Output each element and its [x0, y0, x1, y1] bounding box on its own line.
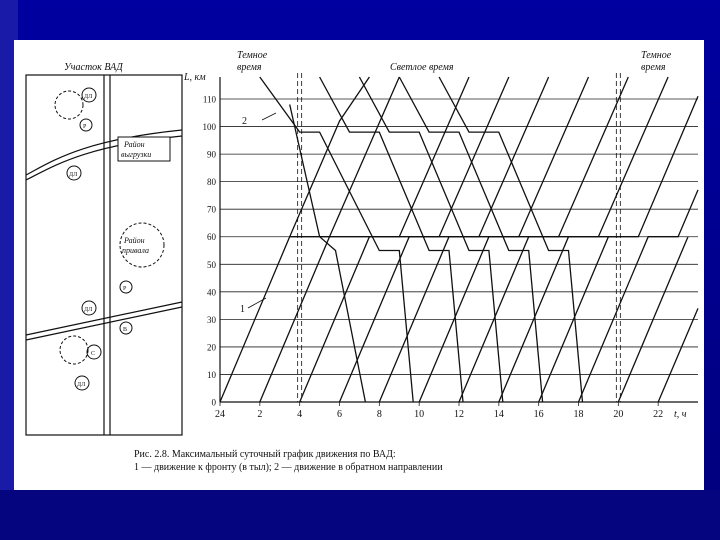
- x-tick-label-11: 22: [653, 409, 664, 420]
- x-tick-label-6: 12: [454, 409, 464, 420]
- x-tick-label-2: 4: [297, 409, 303, 420]
- x-tick-labels: [215, 409, 663, 420]
- dl-label-4: ДЛ: [77, 382, 86, 388]
- x-tick-label-5: 10: [414, 409, 425, 420]
- x-tick-label-7: 14: [493, 409, 504, 420]
- dl-label-2: ДЛ: [69, 172, 78, 178]
- x-tick-label-9: 18: [573, 409, 584, 420]
- x-tick-label-4: 8: [376, 409, 382, 420]
- caption-line-1: Рис. 2.8. Максимальный суточный график движения по ВАД:: [134, 449, 396, 460]
- y-tick-label-9: 90: [207, 149, 216, 160]
- x-tick-label-10: 20: [613, 409, 624, 420]
- b-label: В: [123, 327, 128, 333]
- x-tick-label-3: 6: [337, 409, 342, 420]
- series-2-line-4: [439, 77, 582, 402]
- c-label: С: [91, 351, 96, 357]
- series-1-label: 1: [240, 304, 245, 315]
- load-area-label-2: привала: [122, 246, 150, 255]
- y-tick-label-11: 110: [202, 94, 216, 105]
- figure-caption: [134, 448, 694, 474]
- y-tick-label-6: 60: [207, 232, 216, 243]
- series-1-line-7: [499, 77, 668, 402]
- period-dark-left-2: время: [237, 62, 262, 73]
- series-1-leader: [248, 298, 266, 308]
- y-tick-label-4: 40: [207, 287, 216, 298]
- period-dark-right-1: Темное: [641, 50, 672, 61]
- load-area-label-1: Район: [124, 236, 145, 245]
- y-axis-label: L, км: [184, 72, 206, 83]
- traffic-schedule-chart: [183, 50, 698, 420]
- series-1-line-2: [300, 77, 469, 402]
- unload-area-label-2: выгрузки: [121, 150, 152, 159]
- p-label-1: Р: [83, 124, 87, 130]
- panel-title: Участок ВАД: [64, 62, 123, 73]
- series-2-leader: [262, 113, 276, 120]
- figure-scan: [14, 40, 704, 490]
- area-blob-3: [60, 336, 88, 364]
- y-tick-label-7: 70: [207, 204, 216, 215]
- series-2-line-3: [399, 77, 542, 402]
- period-dark-right-2: время: [641, 62, 666, 73]
- series-2-label: 2: [242, 116, 247, 127]
- y-tick-label-1: 10: [207, 369, 216, 380]
- series-1-line-13: [330, 77, 400, 237]
- y-tick-label-10: 100: [202, 122, 216, 133]
- y-tick-label-8: 80: [207, 177, 216, 188]
- x-tick-label-1: 2: [257, 409, 263, 420]
- caption-line-2: 1 — движение к фронту (в тыл); 2 — движение в обратном направлении: [134, 462, 443, 473]
- road-section-panel: [26, 62, 182, 435]
- dl-label-1: ДЛ: [84, 94, 93, 100]
- series-1-line-9: [579, 190, 699, 402]
- series-2-line-0: [260, 77, 413, 402]
- series-1-line-11: [658, 308, 698, 402]
- x-tick-label-8: 16: [533, 409, 544, 420]
- y-tick-label-3: 30: [207, 314, 216, 325]
- series-2-line-1: [320, 77, 463, 402]
- y-tick-label-0: 0: [211, 397, 216, 408]
- figure-svg: [14, 40, 704, 490]
- x-tick-label-0: 24: [215, 409, 225, 420]
- load-area-blob: [120, 223, 164, 267]
- y-tick-label-2: 20: [207, 342, 216, 353]
- dl-label-3: ДЛ: [84, 307, 93, 313]
- p-label-2: Р: [123, 286, 127, 292]
- y-tick-labels: [203, 95, 217, 408]
- period-light: Светлое время: [390, 62, 454, 73]
- unload-area-label-1: Район: [124, 140, 145, 149]
- series-2-line-2: [359, 77, 502, 402]
- area-blob-1: [55, 91, 83, 119]
- slide-bottom-band: [0, 490, 720, 540]
- period-dark-left-1: Темное: [237, 50, 268, 61]
- x-axis-label: t, ч: [674, 409, 687, 420]
- schedule-lines: [220, 77, 698, 402]
- y-tick-label-5: 50: [207, 259, 216, 270]
